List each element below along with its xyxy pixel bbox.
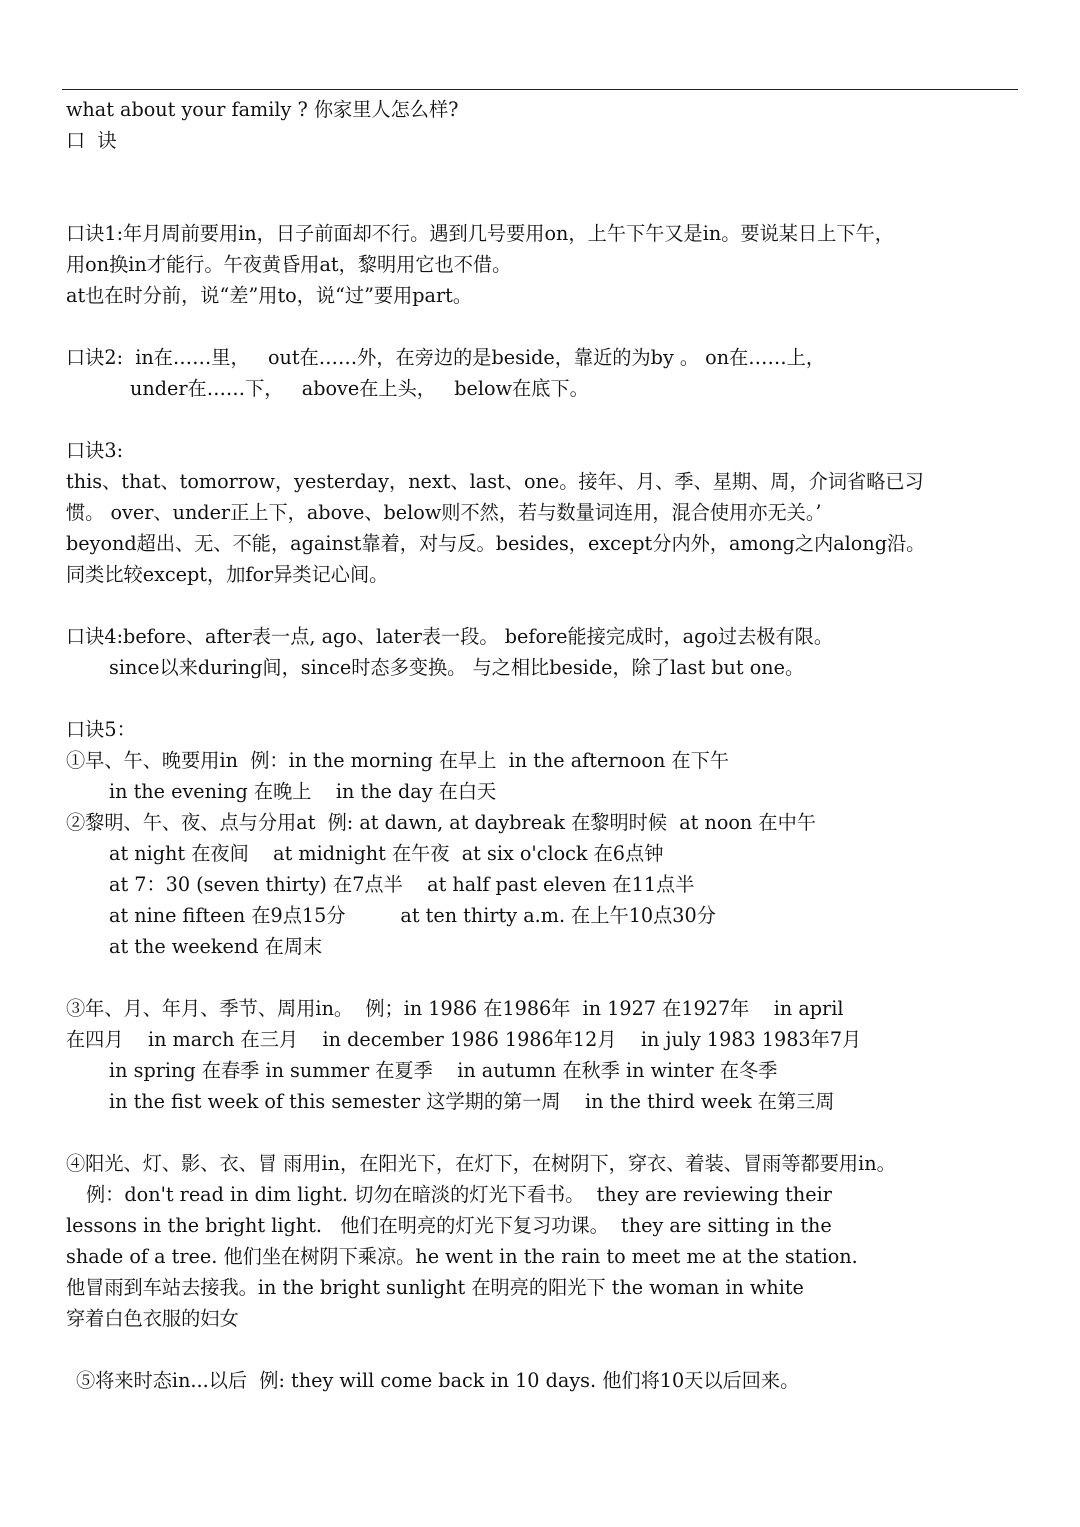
text-line: under在……下， above在上头， below在底下。 (130, 377, 589, 400)
text-line: at也在时分前，说“差”用to，说“过”要用part。 (66, 284, 473, 307)
text-line: at 7：30 (seven thirty) 在7点半 at half past eleven 在11点半 (109, 873, 695, 896)
text-line: beyond超出、无、不能，against靠着，对与反。besides，except分内外，among之内along沿。 (66, 532, 926, 555)
text-line: in the fist week of this semester 这学期的第一周 in the third week 在第三周 (109, 1090, 835, 1113)
text-line: this、that、tomorrow，yesterday，next、last、one。接年、月、季、星期、周，介词省略已习 (66, 470, 924, 493)
text-line: at nine fifteen 在9点15分 at ten thirty a.m. 在上午10点30分 (109, 904, 716, 927)
text-line: 在四月 in march 在三月 in december 1986 1986年12月 in july 1983 1983年7月 (66, 1028, 862, 1051)
text-line: 他冒雨到车站去接我。in the bright sunlight 在明亮的阳光下 the woman in white (66, 1276, 804, 1299)
text-line: since以来during间，since时态多变换。 与之相比beside，除了last but one。 (109, 656, 805, 679)
text-line: 口诀5： (66, 718, 136, 741)
text-line: ①早、午、晚要用in 例：in the morning 在早上 in the afternoon 在下午 (66, 749, 729, 772)
text-line: shade of a tree. 他们坐在树阴下乘凉。he went in the rain to meet me at the station. (66, 1245, 858, 1268)
text-line: ③年、月、年月、季节、周用in。 例；in 1986 在1986年 in 1927 在1927年 in april (66, 997, 844, 1020)
text-line: 口诀3: (66, 439, 124, 462)
text-line: 用on换in才能行。午夜黄昏用at，黎明用它也不借。 (66, 253, 512, 276)
text-line: in spring 在春季 in summer 在夏季 in autumn 在秋季 in winter 在冬季 (109, 1059, 778, 1082)
header-rule (62, 89, 1018, 90)
text-line: ④阳光、灯、影、衣、冒 雨用in，在阳光下，在灯下，在树阴下，穿衣、着装、冒雨等都要用in。 (66, 1152, 896, 1175)
text-line: what about your family ? 你家里人怎么样? (66, 98, 459, 121)
text-line: 例：don't read in dim light. 切勿在暗淡的灯光下看书。 they are reviewing their (86, 1183, 832, 1206)
text-line: in the evening 在晚上 in the day 在白天 (109, 780, 497, 803)
text-line: at the weekend 在周末 (109, 935, 323, 958)
text-line: 口 诀 (66, 129, 117, 152)
text-line: 口诀1:年月周前要用in，日子前面却不行。遇到几号要用on，上午下午又是in。要说某日上下午， (66, 222, 894, 245)
text-line: ⑤将来时态in...以后 例: they will come back in 10 days. 他们将10天以后回来。 (76, 1369, 800, 1392)
text-line: 同类比较except，加for异类记心间。 (66, 563, 389, 586)
text-line: 口诀2: in在……里， out在……外，在旁边的是beside，靠近的为by 。 on在……上， (66, 346, 826, 369)
text-line: lessons in the bright light. 他们在明亮的灯光下复习功课。 they are sitting in the (66, 1214, 832, 1237)
text-line: 穿着白色衣服的妇女 (66, 1307, 239, 1330)
text-line: 惯。 over、under正上下，above、below则不然，若与数量词连用，混合使用亦无关。’ (66, 501, 822, 524)
text-line: at night 在夜间 at midnight 在午夜 at six o'clock 在6点钟 (109, 842, 664, 865)
text-line: 口诀4:before、after表一点, ago、later表一段。 before能接完成时，ago过去极有限。 (66, 625, 834, 648)
text-line: ②黎明、午、夜、点与分用at 例: at dawn, at daybreak 在黎明时候 at noon 在中午 (66, 811, 816, 834)
